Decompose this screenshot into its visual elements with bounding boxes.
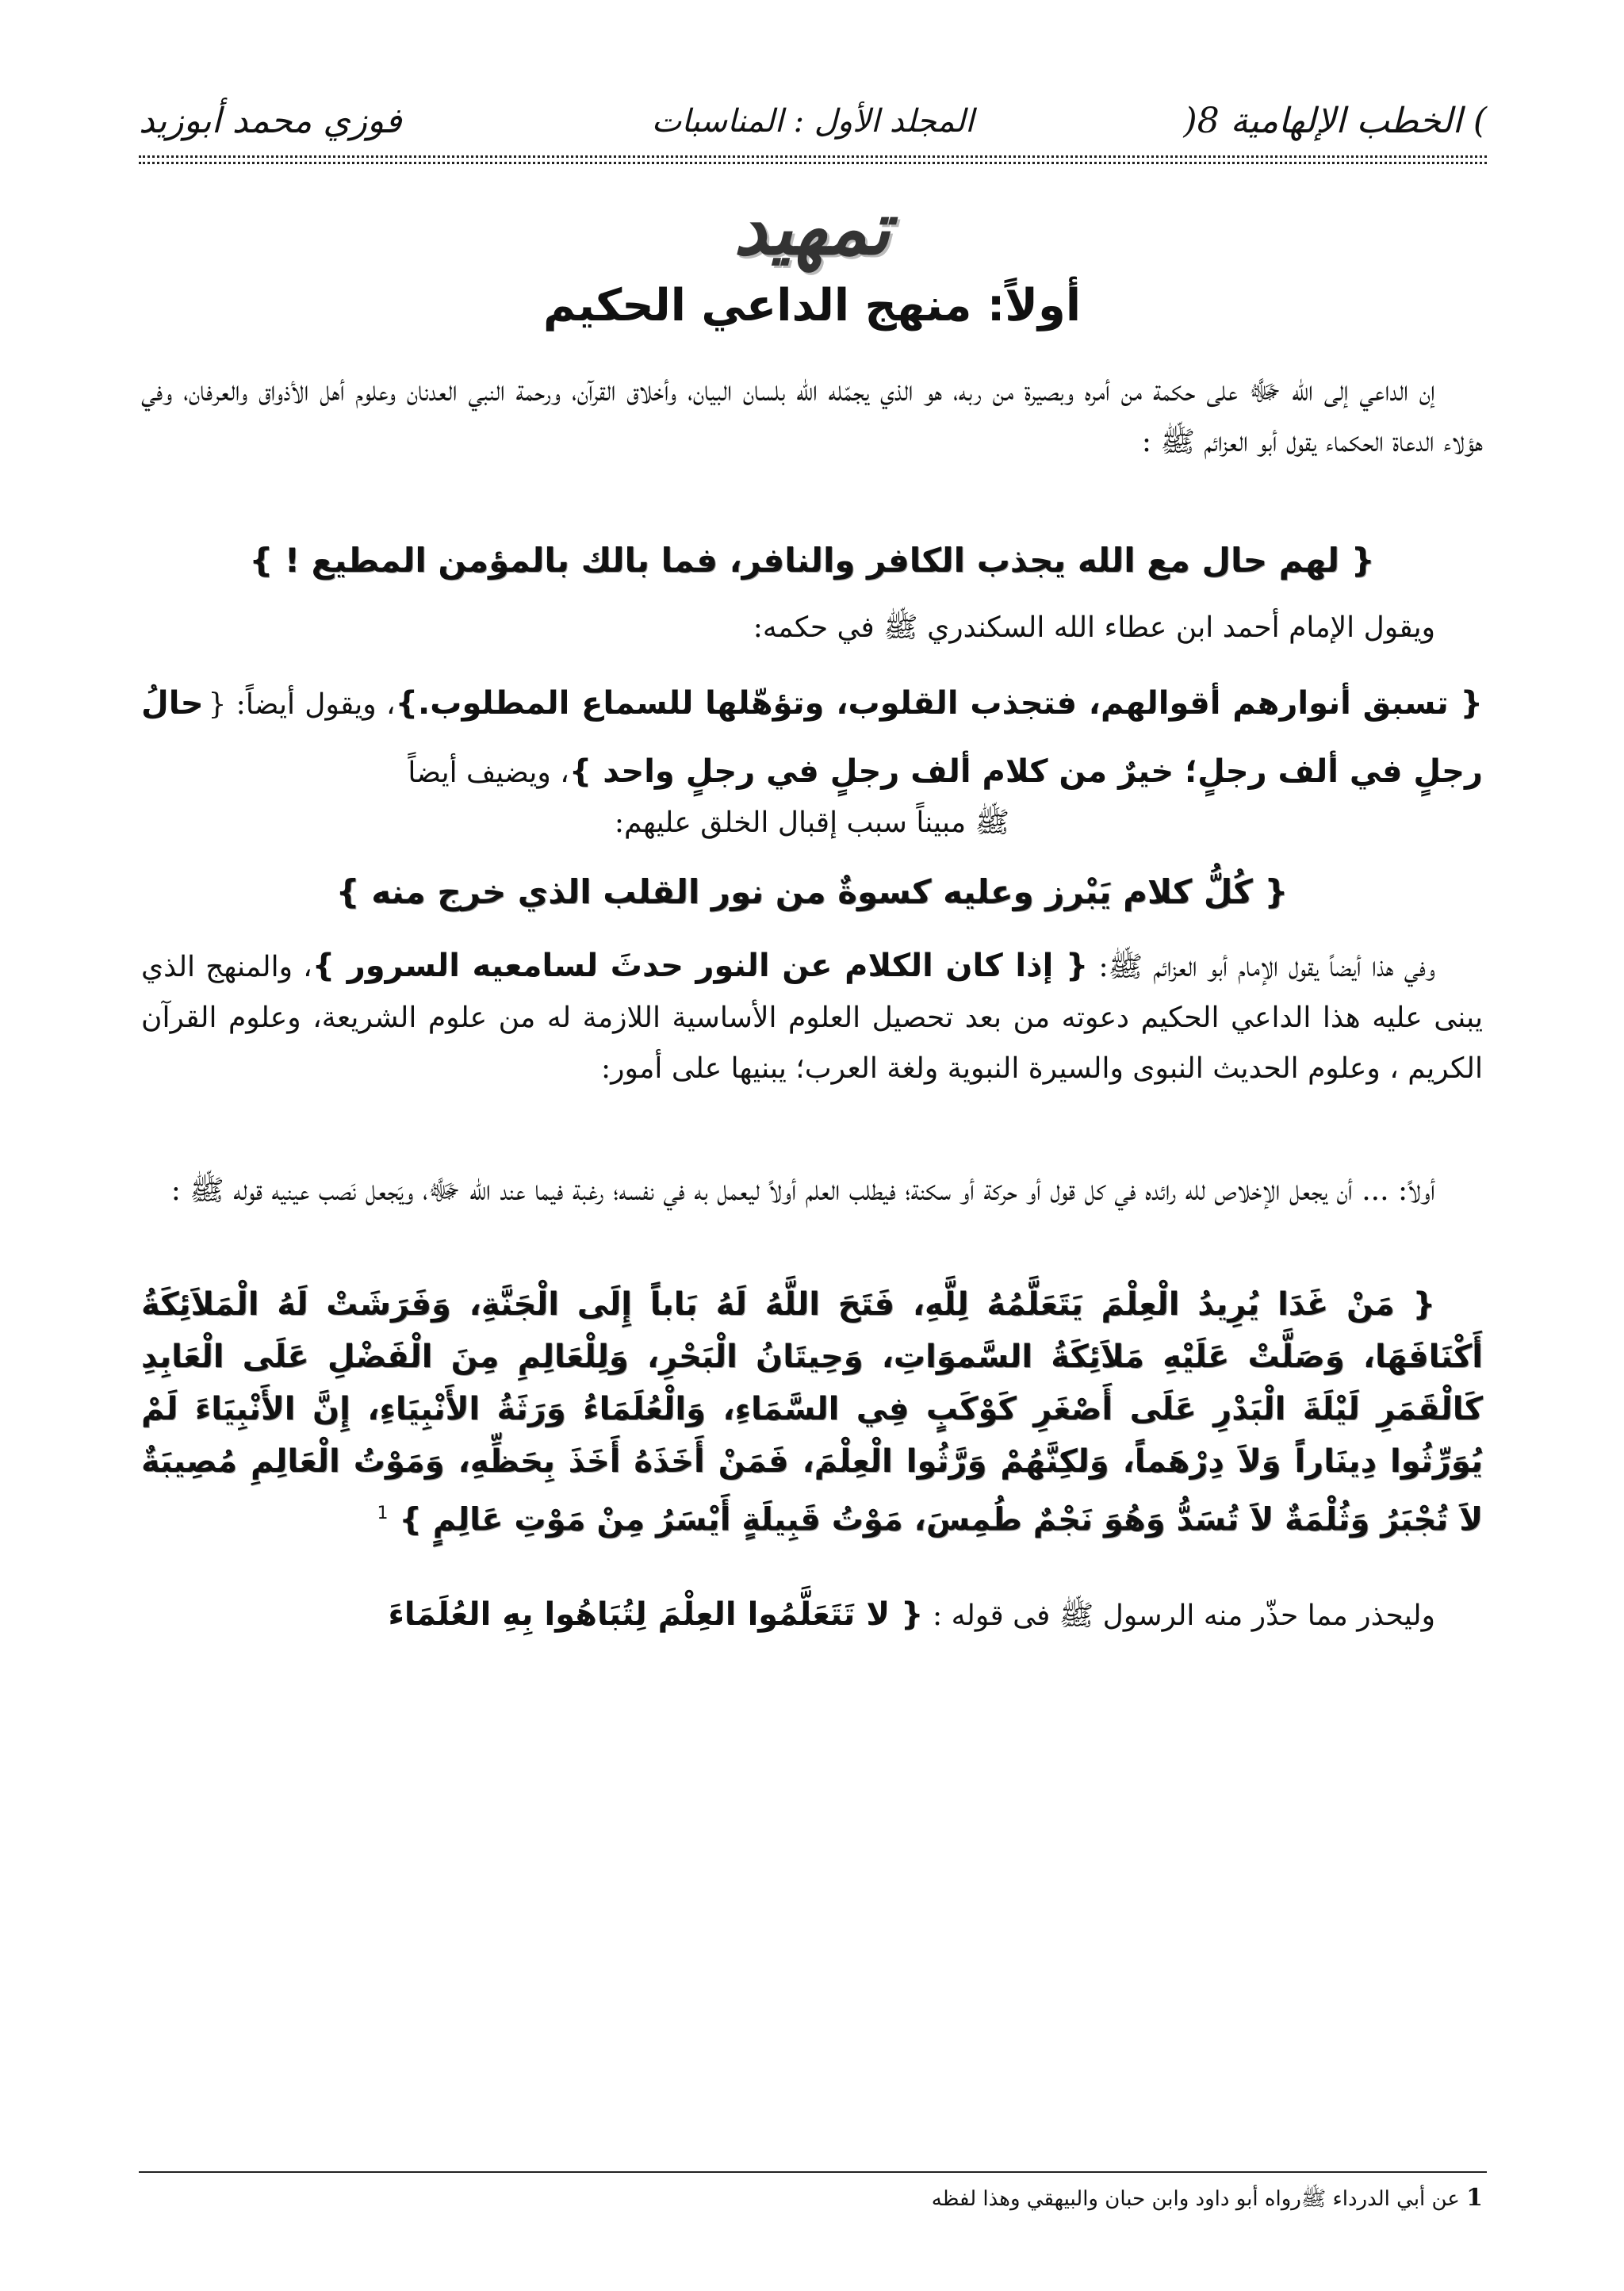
page-header <box>139 94 1487 157</box>
paragraph-first-point-text: أولاً: ... أن يجعل الإخلاص لله رائده في كل قول أو حركة أو سكنة؛ فيطلب العلم أولاً ليعمل به في نفسه؛ رغبة فيما عند الله ﷻ، ويَجعل نَصب عينيه قوله ﷺ : <box>170 1174 1435 1207</box>
paragraph-ibn-ataillah <box>141 603 1483 653</box>
footnote <box>932 2182 1483 2215</box>
paragraph-intro-text: إن الداعي إلى الله ﷻ على حكمة من أمره وبصيرة من ربه، هو الذي يجمّله الله بلسان البيان، وأخلاق القرآن، ورحمة النبي العدنان وعلوم أهل الأذواق والعرفان، وفي هؤلاء الدعاة الحكماء يقول أبو العزائم ﷺ : <box>141 375 1483 458</box>
paragraph-method-c: ، والمنهج الذي يبنى عليه هذا الداعي الحكيم دعوته من بعد تحصيل العلوم الأساسية اللازمة له من علوم الشريعة، وعلوم القرآن الكريم ، وعلوم الحديث النبوى والسيرة النبوية ولغة العرب؛ يبنيها على أمور: <box>141 951 1483 1085</box>
hadith-text: { مَنْ غَدَا يُرِيدُ الْعِلْمَ يَتَعَلَّمُهُ لِلَّهِ، فَتَحَ اللَّهُ لَهُ بَاباً إِلَى الْجَنَّةِ، وَفَرَشَتْ لَهُ الْمَلاَئِكَةُ أَكْنَافَهَا، وَصَلَّتْ عَلَيْهِ مَلاَئِكَةُ السَّموَاتِ، وَحِيتَانُ الْبَحْرِ، وَلِلْعَالِمِ مِنَ الْفَضْلِ عَلَى الْعَابِدِ كَالْقَمَرِ لَيْلَةَ الْبَدْرِ عَلَى أَصْغَرِ كَوْكَبٍ فِي السَّمَاءِ، وَالْعُلَمَاءُ وَرَثَةُ الأَنْبِيَاءِ، إِنَّ الأَنْبِيَاءَ لَمْ يُوَرِّثُوا دِينَاراً وَلاَ دِرْهَماً، وَلكِنَّهُمْ وَرَّثُوا الْعِلْمَ، فَمَنْ أَخَذَهُ أَخَذَ بِحَظِّهِ، وَمَوْتُ الْعَالِمِ مُصِيبَةٌ لاَ تُجْبَرُ وَثُلْمَةٌ لاَ تُسَدُّ وَهُوَ نَجْمٌ طُمِسَ، مَوْتُ قَبِيلَةٍ أَيْسَرُ مِنْ مَوْتِ عَالِمٍ } <box>141 1286 1483 1538</box>
quote-2a: { تسبق أنوارهم أقوالهم، فتجذب القلوب، وتؤهّلها للسماع المطلوب.} <box>395 685 1484 722</box>
paragraph-first-point <box>141 1166 1483 1216</box>
paragraph-method-a: وفي هذا أيضاً يقول الإمام أبو العزائم ﷺ: <box>1098 951 1435 983</box>
quote-2c: حالُ رجلٍ في ألف رجلٍ؛ خيرٌ من كلام ألف رجلٍ في رجلٍ واحد } <box>141 685 1483 790</box>
quote-3: { كُلُّ كلام يَبْرز وعليه كسوةٌ من نور القلب الذي خرج منه } <box>335 872 1289 911</box>
paragraph-warning-a: وليحذر مما حذّر منه الرسول ﷺ فى قوله : <box>933 1599 1435 1632</box>
header-book-title: ) الخطب الإلهامية 8( <box>1183 101 1487 141</box>
footnote-rule <box>139 2171 1487 2173</box>
hadith-footnote-ref: 1 <box>377 1504 389 1523</box>
header-author: فوزي محمد أبوزيد <box>139 101 402 141</box>
header-volume: المجلد الأول : المناسبات <box>651 103 975 140</box>
hadith-block <box>141 1278 1483 1546</box>
paragraph-warning <box>141 1589 1483 1642</box>
paragraph-reason: ﷺ مبيناً سبب إقبال الخلق عليهم: <box>614 806 1010 839</box>
quote-1: { لهم حال مع الله يجذب الكافر والنافر، فما بالك بالمؤمن المطيع ! } <box>249 541 1375 580</box>
quote-2-block <box>141 672 1483 809</box>
quote-2b: ، ويقول أيضاً: { <box>208 688 396 721</box>
header-rule-2 <box>139 162 1487 164</box>
paragraph-intro <box>141 366 1483 468</box>
paragraph-ibn-ataillah-text: ويقول الإمام أحمد ابن عطاء الله السكندري ﷺ في حكمه: <box>753 611 1435 644</box>
quote-2d: ، ويضيف أيضاً <box>408 757 569 789</box>
footnote-text: عن أبي الدرداء ﷺرواه أبو داود وابن حبان والبيهقي وهذا لفظه <box>931 2187 1460 2211</box>
calligraphy-heading: تمهيد <box>733 186 891 271</box>
header-rule <box>139 155 1487 158</box>
paragraph-method-quote: { إذا كان الكلام عن النور حدثَ لسامعيه السرور } <box>312 948 1089 984</box>
paragraph-warning-quote: { لا تَتَعَلَّمُوا العِلْمَ لِتُبَاهُوا بِهِ العُلَمَاءَ <box>388 1596 924 1633</box>
footnote-number: 1 <box>1466 2184 1483 2212</box>
paragraph-method <box>141 941 1483 1094</box>
section-title: أولاً: منهج الداعي الحكيم <box>542 280 1082 331</box>
